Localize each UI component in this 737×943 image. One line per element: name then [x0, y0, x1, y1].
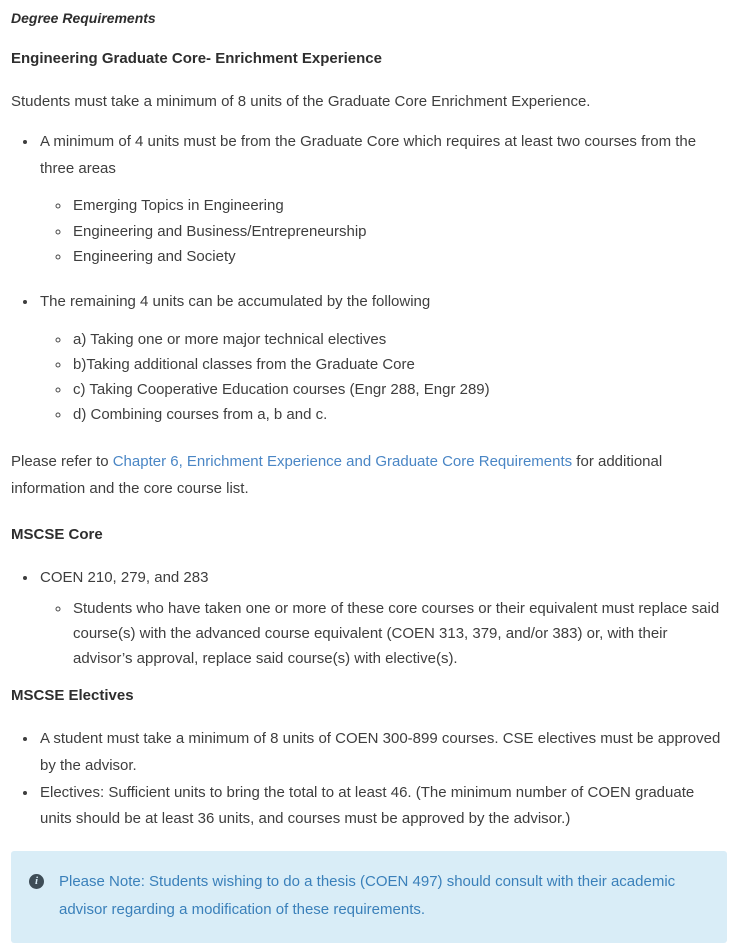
intro-paragraph: Students must take a minimum of 8 units of the Graduate Core Enrichment Experience.: [11, 92, 591, 110]
list-item: ◦ d) Combining courses from a, b and c.: [71, 402, 727, 427]
chapter-6-link[interactable]: Chapter 6, Enrichment Experience and Graduate Core Requirements: [112, 453, 573, 471]
info-icon: i: [29, 874, 44, 889]
list-item: • Electives: Sufficient units to bring the total to at least 46. (The minimum number of COEN graduate units should be at least 36 units, and courses must be approved by the advisor.): [38, 780, 727, 833]
info-note-box: [11, 851, 727, 943]
graduate-core-areas-list: [40, 193, 727, 269]
note-text: Please Note: Students wishing to do a thesis (COEN 497) should consult with their academic advisor regarding a modification of these requirements.: [59, 872, 676, 918]
list-item: ◦ Engineering and Business/Entrepreneurship: [71, 219, 727, 244]
list-item: • A student must take a minimum of 8 units of COEN 300-899 courses. CSE electives must be approved by the advisor.: [38, 726, 727, 779]
core-replacement-list: [40, 596, 727, 672]
list-item: [38, 565, 727, 671]
refer-paragraph: [11, 449, 727, 502]
mscse-core-list: [11, 565, 727, 671]
heading-mscse-core: MSCSE Core: [11, 525, 103, 543]
refer-suffix-text: for additional information and the core course list.: [11, 453, 663, 497]
list-item: ◦ a) Taking one or more major technical electives: [71, 327, 727, 352]
list-item: [38, 129, 727, 269]
list-item: ◦ c) Taking Cooperative Education courses (Engr 288, Engr 289): [71, 377, 727, 402]
remaining-units-options-list: [40, 327, 727, 428]
mscse-electives-list: [11, 726, 727, 833]
requirement-text: A minimum of 4 units must be from the Graduate Core which requires at least two courses from the three areas: [40, 133, 697, 177]
list-item: [38, 289, 727, 427]
requirements-list: [11, 129, 727, 427]
list-item: ◦ Emerging Topics in Engineering: [71, 193, 727, 218]
list-item: ◦ Engineering and Society: [71, 244, 727, 269]
refer-prefix-text: Please refer to: [11, 453, 113, 471]
requirement-text: The remaining 4 units can be accumulated by the following: [40, 292, 431, 310]
core-courses-text: COEN 210, 279, and 283: [40, 568, 209, 586]
heading-mscse-electives: MSCSE Electives: [11, 687, 134, 705]
page-title: Degree Requirements: [11, 10, 156, 26]
list-item: ◦ b)Taking additional classes from the Graduate Core: [71, 352, 727, 377]
list-item: ◦ Students who have taken one or more of these core courses or their equivalent must replace said course(s) with the advanced course equivalent (COEN 313, 379, and/or 383) or, with their advisor’s approval, replace said course(s) with elective(s).: [71, 596, 727, 672]
heading-engineering-graduate-core: Engineering Graduate Core- Enrichment Experience: [11, 49, 382, 67]
